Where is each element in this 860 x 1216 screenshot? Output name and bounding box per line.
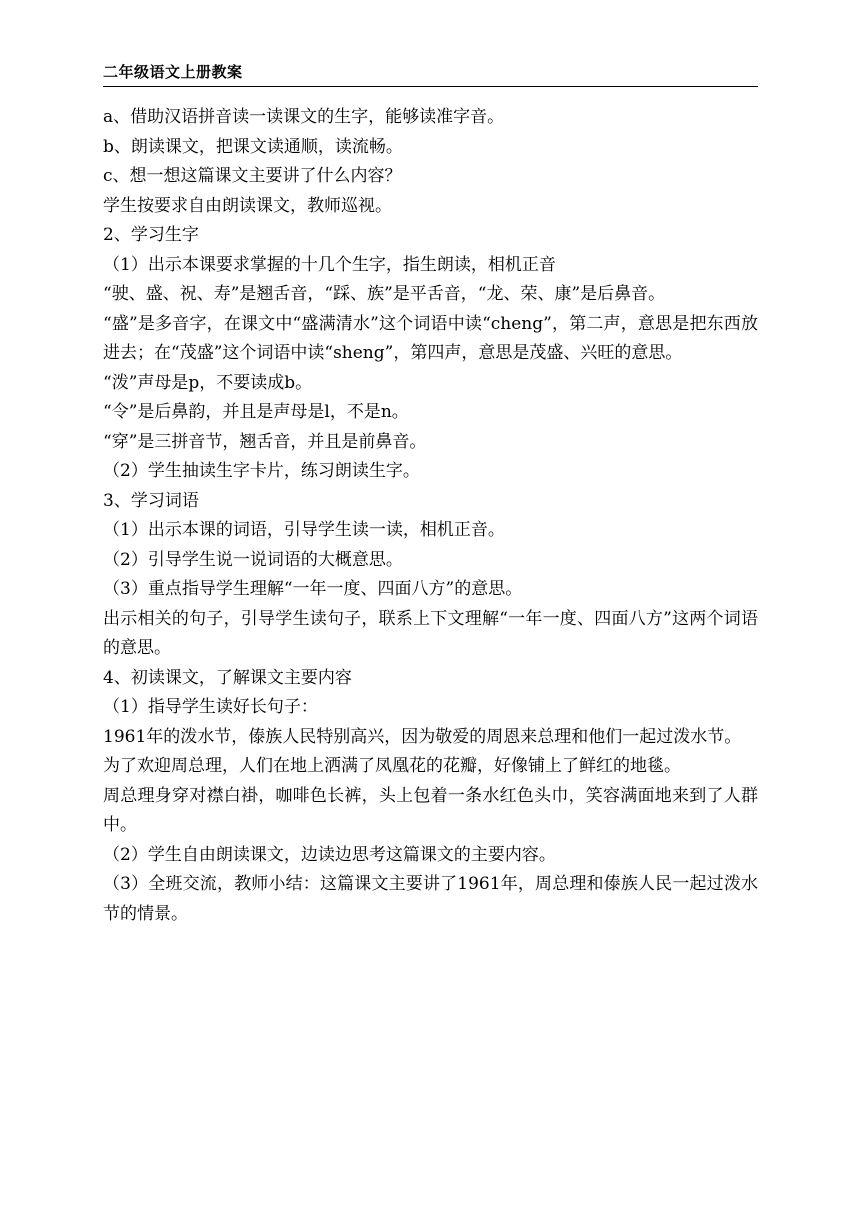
paragraph: “驶、盛、祝、寿”是翘舌音，“踩、族”是平舌音，“龙、荣、康”是后鼻音。 [103, 284, 666, 304]
paragraph: “泼”声母是p，不要读成b。 [103, 372, 313, 393]
paragraph: （1）指导学生读好长句子： [103, 697, 318, 717]
paragraph: 1961年的泼水节，傣族人民特别高兴，因为敬爱的周恩来总理和他们一起过泼水节。 [103, 726, 742, 747]
paragraph: 周总理身穿对襟白褂，咖啡色长裤，头上包着一条水红色头巾，笑容满面地来到了人群中。 [103, 785, 758, 835]
paragraph: （1）出示本课要求掌握的十几个生字，指生朗读，相机正音 [103, 254, 556, 275]
paragraph: a、借助汉语拼音读一读课文的生字，能够读准字音。 [103, 107, 505, 127]
paragraph: （2）学生自由朗读课文，边读边思考这篇课文的主要内容。 [103, 844, 556, 865]
section-heading: 4、初读课文，了解课文主要内容 [103, 667, 352, 688]
paragraph: b、朗读课文，把课文读通顺，读流畅。 [103, 136, 403, 157]
section-heading: 3、学习词语 [103, 490, 199, 511]
paragraph: 学生按要求自由朗读课文，教师巡视。 [103, 195, 392, 216]
paragraph: 出示相关的句子，引导学生读句子，联系上下文理解“一年一度、四面八方”这两个词语的意思。 [103, 608, 758, 658]
paragraph: “穿”是三拼音节，翘舌音，并且是前鼻音。 [103, 431, 427, 452]
paragraph: c、想一想这篇课文主要讲了什么内容？ [103, 166, 402, 186]
paragraph: （1）出示本课的词语，引导学生读一读，相机正音。 [103, 520, 505, 540]
paragraph: “令”是后鼻韵，并且是声母是l，不是n。 [103, 402, 409, 422]
lesson-body [103, 103, 758, 929]
page-header [103, 62, 758, 87]
paragraph: “盛”是多音字，在课文中“盛满清水”这个词语中读“cheng”，第二声，意思是把东西放进去；在“茂盛”这个词语中读“sheng”，第四声，意思是茂盛、兴旺的意思。 [103, 313, 758, 363]
paragraph: （2）引导学生说一说词语的大概意思。 [103, 549, 403, 570]
section-heading: 2、学习生字 [103, 225, 199, 245]
paragraph: （3）全班交流，教师小结：这篇课文主要讲了1961年，周总理和傣族人民一起过泼水节的情景。 [103, 874, 758, 924]
header-title: 二年级语文上册教案 [103, 63, 243, 81]
paragraph: （2）学生抽读生字卡片，练习朗读生字。 [103, 461, 420, 481]
paragraph: （3）重点指导学生理解“一年一度、四面八方”的意思。 [103, 579, 523, 599]
paragraph: 为了欢迎周总理，人们在地上洒满了凤凰花的花瓣，好像铺上了鲜红的地毯。 [103, 756, 681, 776]
